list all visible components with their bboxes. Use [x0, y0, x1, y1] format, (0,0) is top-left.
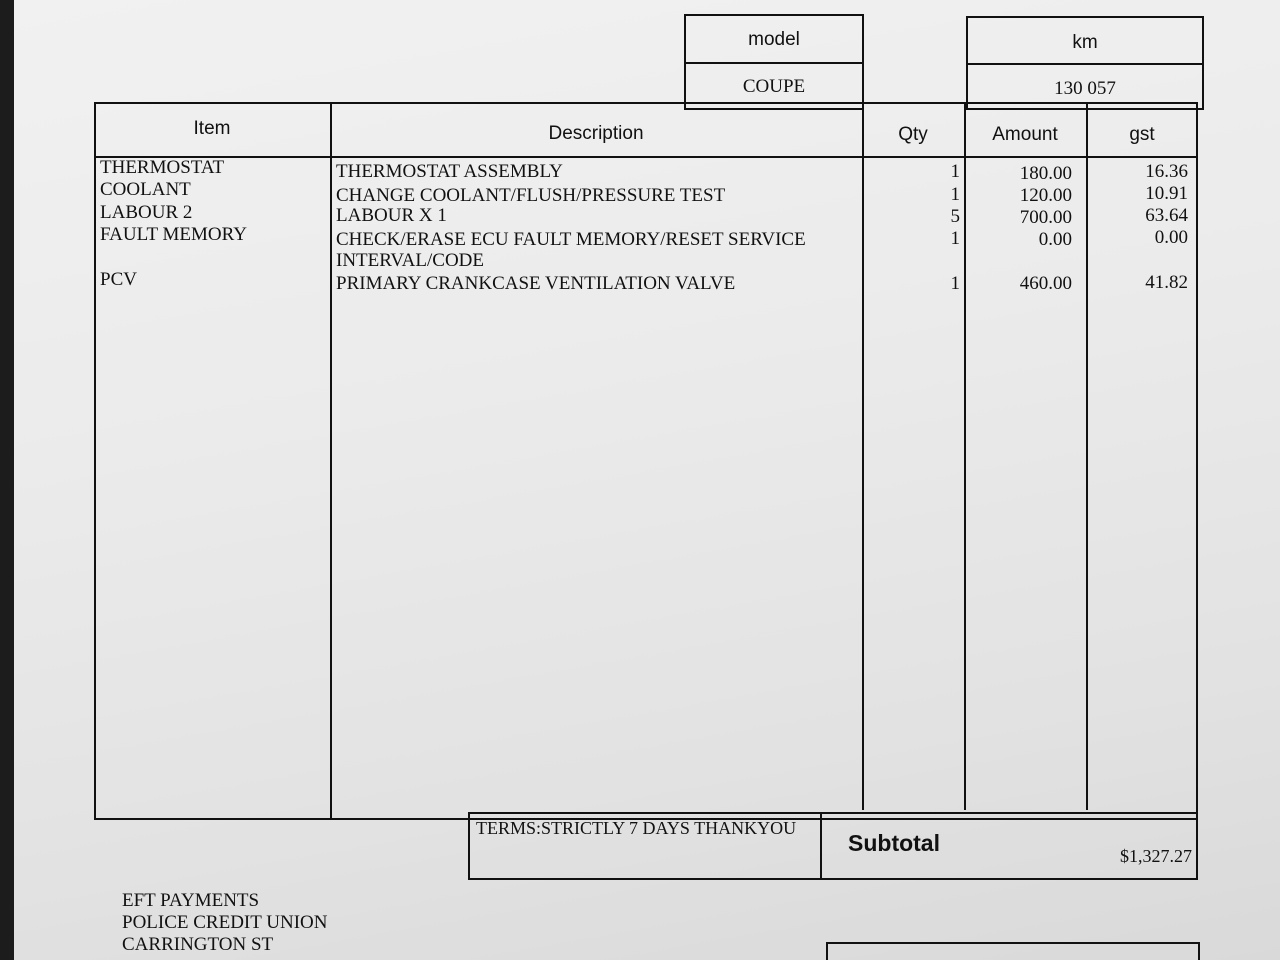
subtotal-label: Subtotal	[848, 830, 940, 856]
row-item: LABOUR 2	[100, 202, 193, 223]
header-qty: Qty	[898, 124, 928, 145]
row-gst: 10.91	[1145, 183, 1188, 204]
terms-text: TERMS:STRICTLY 7 DAYS THANKYOU	[476, 818, 797, 838]
row-qty: 1	[950, 228, 960, 249]
col-divider-item	[330, 102, 332, 820]
payment-line: EFT PAYMENTS	[122, 890, 260, 911]
header-gst: gst	[1129, 124, 1155, 145]
row-item: COOLANT	[100, 179, 191, 200]
row-item: THERMOSTAT	[100, 157, 225, 178]
km-label: km	[1072, 32, 1098, 53]
row-qty: 1	[950, 273, 960, 294]
header-amount: Amount	[992, 124, 1058, 145]
row-gst: 63.64	[1145, 205, 1188, 226]
row-gst: 41.82	[1145, 272, 1188, 293]
row-qty: 5	[950, 206, 960, 227]
payment-line: CARRINGTON ST	[122, 934, 274, 955]
row-qty: 1	[950, 184, 960, 205]
row-gst: 16.36	[1145, 161, 1188, 182]
row-amount: 120.00	[1019, 185, 1072, 206]
row-amount: 460.00	[1019, 273, 1072, 294]
row-amount: 180.00	[1019, 163, 1072, 184]
payment-line: POLICE CREDIT UNION	[122, 912, 328, 933]
header-item: Item	[193, 118, 231, 139]
km-box-divider	[966, 63, 1204, 65]
row-amount: 0.00	[1038, 229, 1072, 250]
model-value: COUPE	[742, 76, 806, 97]
row-item: FAULT MEMORY	[100, 224, 247, 245]
header-description: Description	[548, 123, 644, 144]
model-box-divider	[684, 62, 864, 64]
row-description: THERMOSTAT ASSEMBLY	[336, 161, 563, 182]
row-qty: 1	[950, 161, 960, 182]
row-amount: 700.00	[1019, 207, 1072, 228]
row-description: CHANGE COOLANT/FLUSH/PRESSURE TEST	[336, 185, 726, 206]
subtotal-value: $1,327.27	[1120, 846, 1192, 866]
footer-divider	[820, 812, 822, 880]
table-header-divider	[94, 156, 1198, 158]
invoice-paper	[14, 0, 1280, 960]
km-value: 130 057	[1054, 78, 1116, 99]
row-gst: 0.00	[1154, 227, 1188, 248]
bottom-box-partial	[826, 942, 1200, 960]
row-description: PRIMARY CRANKCASE VENTILATION VALVE	[336, 273, 736, 294]
model-label: model	[748, 29, 800, 50]
row-item: PCV	[100, 269, 137, 290]
row-description-continued: INTERVAL/CODE	[336, 250, 485, 271]
row-description: LABOUR X 1	[336, 205, 447, 226]
row-description: CHECK/ERASE ECU FAULT MEMORY/RESET SERVICE	[336, 229, 806, 250]
